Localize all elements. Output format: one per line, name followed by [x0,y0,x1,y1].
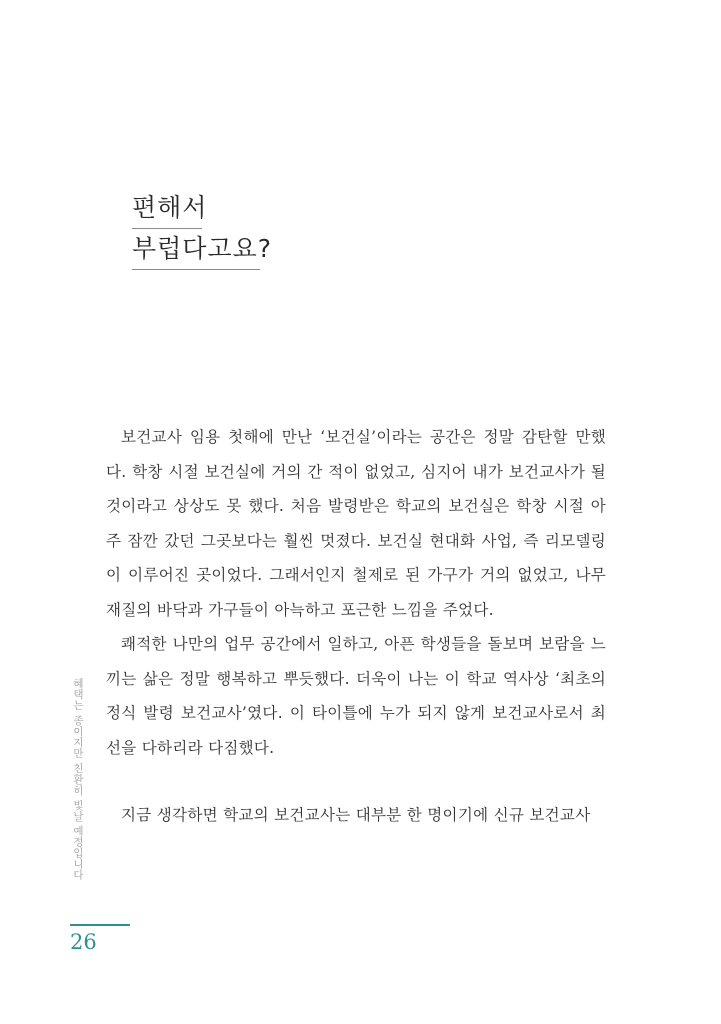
body-text [106,420,606,833]
page-number-rule [70,924,130,926]
page-number: 26 [70,930,97,954]
title-underline-1 [132,228,202,229]
title-line-2: 부럽다고요? [132,234,273,263]
paragraph-3: 지금 생각하면 학교의 보건교사는 대부분 한 명이기에 신규 보건교사 [121,806,591,824]
title-underline-2 [132,269,260,270]
paragraph-1: 보건교사 임용 첫해에 만난 ‘보건실’이라는 공간은 정말 감탄할 만했다. 학창 시절 보건실에 거의 간 적이 없었고, 심지어 내가 보건교사가 될 것이라고 상상도 못 했다. 처음 발령받은 학교의 보건실은 학창 시절 아주 잠깐 갔던 그곳보다는 훨씬 멋졌다. 보건실 현대화 사업, 즉 리모델링이 이루어진 곳이었다. 그래서인지 철제로 된 가구가 거의 없었고, 나무 재질의 바닥과 가구들이 아늑하고 포근한 느낌을 주었다. [106,428,606,619]
chapter-title [132,190,273,270]
side-running-text: 혜택는 종이지만 친환히 빛날 예정입니다 [72,678,84,881]
paragraph-2: 쾌적한 나만의 업무 공간에서 일하고, 아픈 학생들을 돌보며 보람을 느끼는 삶은 정말 행복하고 뿌듯했다. 더욱이 나는 이 학교 역사상 ‘최초의 정식 발령 보건교사’였다. 이 타이틀에 누가 되지 않게 보건교사로서 최선을 다하리라 다짐했다. [106,635,606,757]
title-line-1: 편해서 [132,193,208,222]
